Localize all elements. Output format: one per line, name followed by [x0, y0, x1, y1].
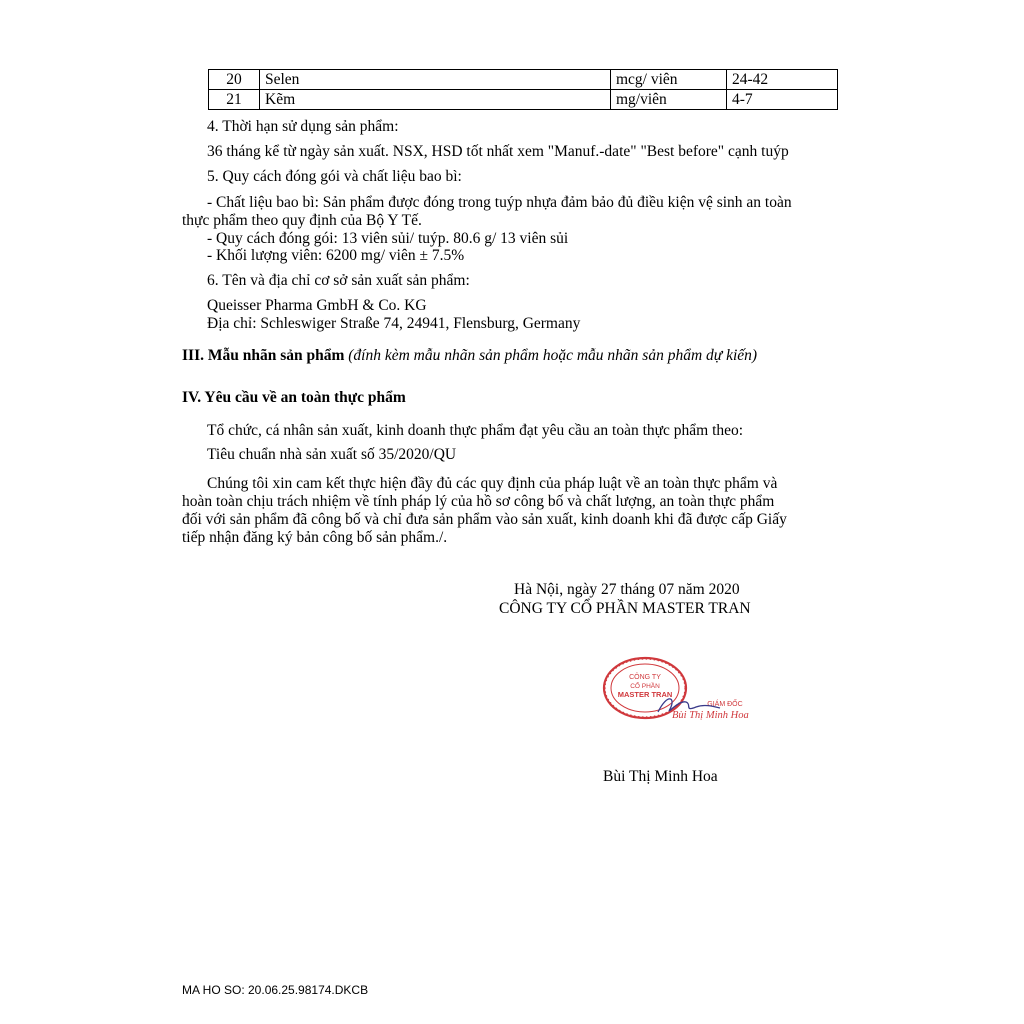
nutrient-unit: mg/viên — [611, 90, 727, 110]
nutrient-unit: mcg/ viên — [611, 70, 727, 90]
table-row — [209, 90, 838, 110]
place-date: Hà Nội, ngày 27 tháng 07 năm 2020 — [514, 581, 740, 598]
company-stamp — [600, 652, 790, 732]
section4-text: 36 tháng kể từ ngày sản xuất. NSX, HSD tốt nhất xem "Manuf.-date" "Best before" cạnh tuýp — [207, 143, 789, 160]
stamp-title: GIÁM ĐỐC — [707, 701, 743, 708]
section-iv-title: IV. Yêu cầu về an toàn thực phẩm — [182, 389, 406, 406]
nutrient-value: 24-42 — [727, 70, 838, 90]
section-iv-line1: Tổ chức, cá nhân sản xuất, kinh doanh thực phẩm đạt yêu cầu an toàn thực phẩm theo: — [207, 422, 744, 439]
row-number: 20 — [209, 70, 260, 90]
section5-material-line2: thực phẩm theo quy định của Bộ Y Tế. — [182, 212, 422, 229]
signer-name: Bùi Thị Minh Hoa — [603, 768, 718, 785]
section5-packing: - Quy cách đóng gói: 13 viên sủi/ tuýp. 80.6 g/ 13 viên sủi — [207, 230, 569, 247]
section-iv-line2: Tiêu chuẩn nhà sản xuất số 35/2020/QU — [207, 446, 457, 463]
row-number: 21 — [209, 90, 260, 110]
commitment-line4: tiếp nhận đăng ký bản công bố sản phẩm./. — [182, 529, 448, 546]
dossier-code: MA HO SO: 20.06.25.98174.DKCB — [182, 983, 369, 997]
section5-heading: 5. Quy cách đóng gói và chất liệu bao bì: — [207, 168, 462, 185]
nutrient-name: Selen — [260, 70, 611, 90]
section5-weight: - Khối lượng viên: 6200 mg/ viên ± 7.5% — [207, 247, 465, 264]
manufacturer-address: Địa chỉ: Schleswiger Straße 74, 24941, Flensburg, Germany — [207, 315, 581, 332]
stamp-text-line1: CÔNG TY — [629, 674, 661, 681]
commitment-line3: đối với sản phẩm đã công bố và chỉ đưa sản phẩm vào sản xuất, kinh doanh khi đã được cấp Giấy — [182, 511, 787, 528]
section-iii-title: III. Mẫu nhãn sản phẩm — [182, 347, 345, 364]
company-name: CÔNG TY CỔ PHẦN MASTER TRAN — [499, 600, 751, 617]
nutrient-name: Kẽm — [260, 90, 611, 110]
section-iii-heading — [182, 346, 757, 365]
table-row — [209, 70, 838, 90]
nutrient-table — [208, 69, 838, 110]
commitment-line1: Chúng tôi xin cam kết thực hiện đầy đủ các quy định của pháp luật về an toàn thực phẩm và — [207, 475, 778, 492]
section6-heading: 6. Tên và địa chỉ cơ sở sản xuất sản phẩm: — [207, 272, 470, 289]
commitment-line2: hoàn toàn chịu trách nhiệm về tính pháp lý của hồ sơ công bố và chất lượng, an toàn thực phẩm — [182, 493, 775, 510]
section4-heading: 4. Thời hạn sử dụng sản phẩm: — [207, 118, 399, 135]
stamp-text-line3: MASTER TRAN — [617, 690, 673, 699]
stamp-text-line2: CỔ PHẦN — [630, 683, 660, 690]
manufacturer-name: Queisser Pharma GmbH & Co. KG — [207, 297, 427, 314]
nutrient-value: 4-7 — [727, 90, 838, 110]
stamp-signer-name: Bùi Thị Minh Hoa — [672, 710, 749, 721]
section5-material-line1: - Chất liệu bao bì: Sản phẩm được đóng trong tuýp nhựa đảm bảo đủ điều kiện vệ sinh an toàn — [207, 194, 792, 211]
section-iii-note: (đính kèm mẫu nhãn sản phẩm hoặc mẫu nhãn sản phẩm dự kiến) — [348, 347, 758, 364]
